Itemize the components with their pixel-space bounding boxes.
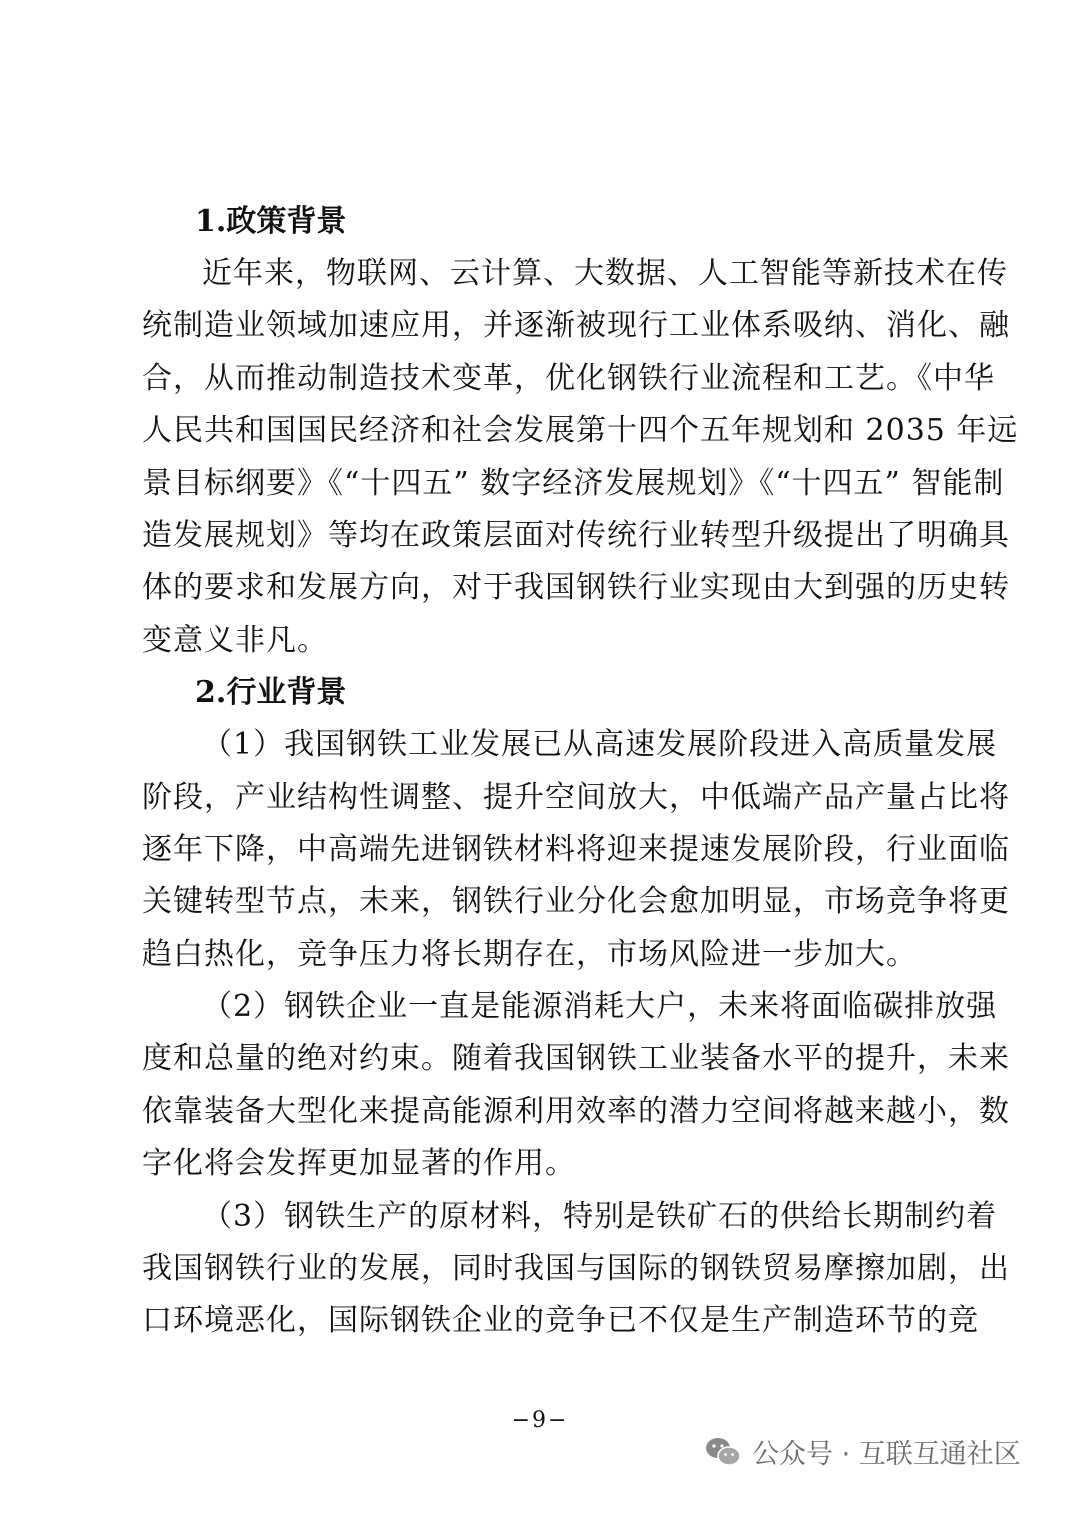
paragraph-line: 趋白热化，竞争压力将长期存在，市场风险进一步加大。	[142, 936, 917, 972]
paragraph	[142, 719, 1010, 981]
paragraph-line: 依靠装备大型化来提高能源利用效率的潜力空间将越来越小，数	[142, 1093, 1010, 1129]
watermark	[704, 1432, 1021, 1471]
paragraph-line: 近年来，物联网、云计算、大数据、人工智能等新技术在传	[202, 256, 1008, 291]
paragraph-line: 阶段，产业结构性调整、提升空间放大，中低端产品产量占比将	[142, 779, 1010, 815]
paragraph-line: 景目标纲要》《“十四五” 数字经济发展规划》《“十四五” 智能制	[142, 465, 1005, 501]
paragraph	[142, 981, 1010, 1191]
paragraph-line: （2）钢铁企业一直是能源消耗大户，未来将面临碳排放强	[202, 989, 998, 1025]
section-heading: 1.政策背景	[195, 204, 347, 239]
paragraph-line: （1）我国钢铁工业发展已从高速发展阶段进入高质量发展	[202, 727, 998, 763]
paragraph-line: 变意义非凡。	[142, 622, 328, 658]
paragraph	[142, 1191, 1010, 1348]
paragraph-line: 造发展规划》等均在政策层面对传统行业转型升级提出了明确具	[142, 517, 1010, 553]
paragraph	[142, 248, 1019, 667]
paragraph-line: 我国钢铁行业的发展，同时我国与国际的钢铁贸易摩擦加剧，出	[142, 1251, 1010, 1287]
paragraph-line: 口环境恶化，国际钢铁企业的竞争已不仅是生产制造环节的竞	[142, 1303, 979, 1339]
paragraph-line: 统制造业领域加速应用，并逐渐被现行工业体系吸纳、消化、融	[142, 308, 1010, 344]
page-number: −9−	[511, 1408, 569, 1433]
paragraph-line: 人民共和国国民经济和社会发展第十四个五年规划和 2035 年远	[142, 413, 1019, 449]
document-body	[142, 196, 1019, 1348]
paragraph-line: 关键转型节点，未来，钢铁行业分化会愈加明显，市场竞争将更	[142, 884, 1010, 920]
paragraph-line: 逐年下降，中高端先进钢铁材料将迎来提速发展阶段，行业面临	[142, 831, 1010, 867]
paragraph-line: 体的要求和发展方向，对于我国钢铁行业实现由大到强的历史转	[142, 570, 1010, 606]
watermark-text: 公众号 · 互联互通社区	[752, 1439, 1021, 1470]
paragraph-line: 度和总量的绝对约束。随着我国钢铁工业装备水平的提升，未来	[142, 1041, 1010, 1077]
paragraph-line: 合，从而推动制造技术变革，优化钢铁行业流程和工艺。《中华	[142, 360, 995, 396]
wechat-icon	[704, 1436, 742, 1468]
paragraph-line: （3）钢铁生产的原材料，特别是铁矿石的供给长期制约着	[202, 1198, 998, 1234]
section-heading: 2.行业背景	[195, 675, 347, 711]
paragraph-line: 字化将会发挥更加显著的作用。	[142, 1146, 576, 1182]
